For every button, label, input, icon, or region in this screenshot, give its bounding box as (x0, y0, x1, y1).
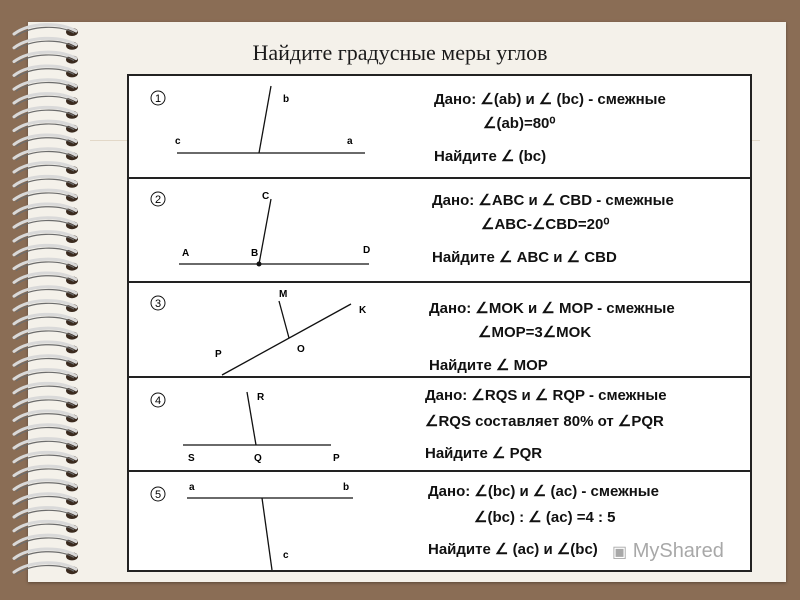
binding-ring (14, 521, 78, 532)
presentation-icon: ▣ (612, 544, 628, 561)
ray-label-c: c (175, 136, 181, 147)
binding-ring (14, 480, 78, 491)
given-line-1: Дано: ∠(ab) и ∠ (bc) - смежные (434, 91, 666, 108)
point-label-b: B (251, 248, 259, 259)
point-label-q: Q (254, 453, 262, 464)
binding-ring (14, 425, 78, 436)
find-line: Найдите ∠ (ac) и ∠(bc) (428, 541, 598, 558)
binding-ring (14, 121, 78, 132)
binding-ring (14, 314, 78, 325)
binding-ring (14, 328, 78, 339)
binding-ring (14, 535, 78, 546)
given-line-1: Дано: ∠RQS и ∠ RQP - смежные (425, 387, 667, 404)
binding-ring (14, 149, 78, 160)
point-label-m: M (279, 289, 288, 300)
ray-label-b: b (283, 94, 290, 105)
binding-ring (14, 370, 78, 381)
binding-ring (14, 218, 78, 229)
binding-ring (14, 66, 78, 77)
binding-ring (14, 452, 78, 463)
problem-row-3 (129, 283, 750, 378)
binding-ring (14, 190, 78, 201)
binding-ring (14, 466, 78, 477)
ray-label-b: b (343, 482, 350, 493)
problem-2-figure (129, 179, 429, 283)
point-label-k: K (359, 305, 367, 316)
binding-ring (14, 494, 78, 505)
binding-ring (14, 301, 78, 312)
binding-ring (14, 383, 78, 394)
binding-ring (14, 25, 78, 36)
point-label-a: A (182, 248, 190, 259)
point-label-p: P (215, 349, 222, 360)
given-line-2: ∠ABC-∠CBD=20⁰ (481, 216, 610, 233)
binding-ring (14, 549, 78, 560)
point-label-c: C (262, 191, 270, 202)
point-label-p: P (333, 453, 340, 464)
given-line-2: ∠(bc) : ∠ (ac) =4 : 5 (474, 509, 616, 526)
ray-label-a: a (347, 136, 353, 147)
point-label-r: R (257, 392, 265, 403)
point-label-o: O (297, 344, 305, 355)
given-line-1: Дано: ∠(bc) и ∠ (ac) - смежные (428, 483, 659, 500)
binding-ring (14, 259, 78, 270)
binding-ring (14, 411, 78, 422)
binding-ring (14, 287, 78, 298)
binding-ring (14, 356, 78, 367)
ray-label-a: a (189, 482, 195, 493)
binding-ring (14, 94, 78, 105)
page-title: Найдите градусные меры углов (252, 40, 548, 65)
binding-ring (14, 273, 78, 284)
problem-number: 3 (154, 298, 162, 310)
problem-5-figure (129, 472, 429, 570)
binding-ring (14, 232, 78, 243)
binding-ring (14, 342, 78, 353)
problem-row-1 (129, 76, 750, 179)
binding-ring (14, 135, 78, 146)
find-line: Найдите ∠ (bc) (434, 148, 547, 165)
binding-ring (14, 204, 78, 215)
spiral-binding (0, 0, 90, 600)
given-line-1: Дано: ∠MOK и ∠ MOP - смежные (429, 300, 675, 317)
find-line: Найдите ∠ ABC и ∠ CBD (432, 249, 617, 266)
problem-number: 5 (154, 489, 162, 501)
binding-ring (14, 508, 78, 519)
problem-row-2 (129, 179, 750, 283)
binding-ring (14, 163, 78, 174)
given-line-2: ∠MOP=3∠MOK (478, 324, 592, 341)
binding-ring (14, 80, 78, 91)
problem-4-figure (129, 378, 429, 472)
point-label-s: S (188, 453, 195, 464)
find-line: Найдите ∠ MOP (429, 357, 548, 374)
binding-ring (14, 397, 78, 408)
problem-number: 4 (154, 395, 162, 407)
problem-1-figure (129, 76, 429, 179)
binding-ring (14, 176, 78, 187)
binding-ring (14, 563, 78, 574)
problem-number: 2 (154, 194, 162, 206)
ray-label-c: c (283, 550, 289, 561)
problem-3-figure (129, 283, 429, 378)
binding-ring (14, 107, 78, 118)
watermark: ▣ MyShared (612, 540, 724, 562)
binding-ring (14, 245, 78, 256)
find-line: Найдите ∠ PQR (425, 445, 543, 462)
problem-number: 1 (154, 93, 162, 105)
problem-row-4 (129, 378, 750, 472)
binding-ring (14, 439, 78, 450)
given-line-1: Дано: ∠ABC и ∠ CBD - смежные (432, 192, 674, 209)
point-label-d: D (363, 245, 371, 256)
problem-table (127, 74, 752, 572)
given-line-2: ∠RQS составляет 80% от ∠PQR (425, 413, 664, 430)
given-line-2: ∠(ab)=80⁰ (483, 115, 556, 132)
